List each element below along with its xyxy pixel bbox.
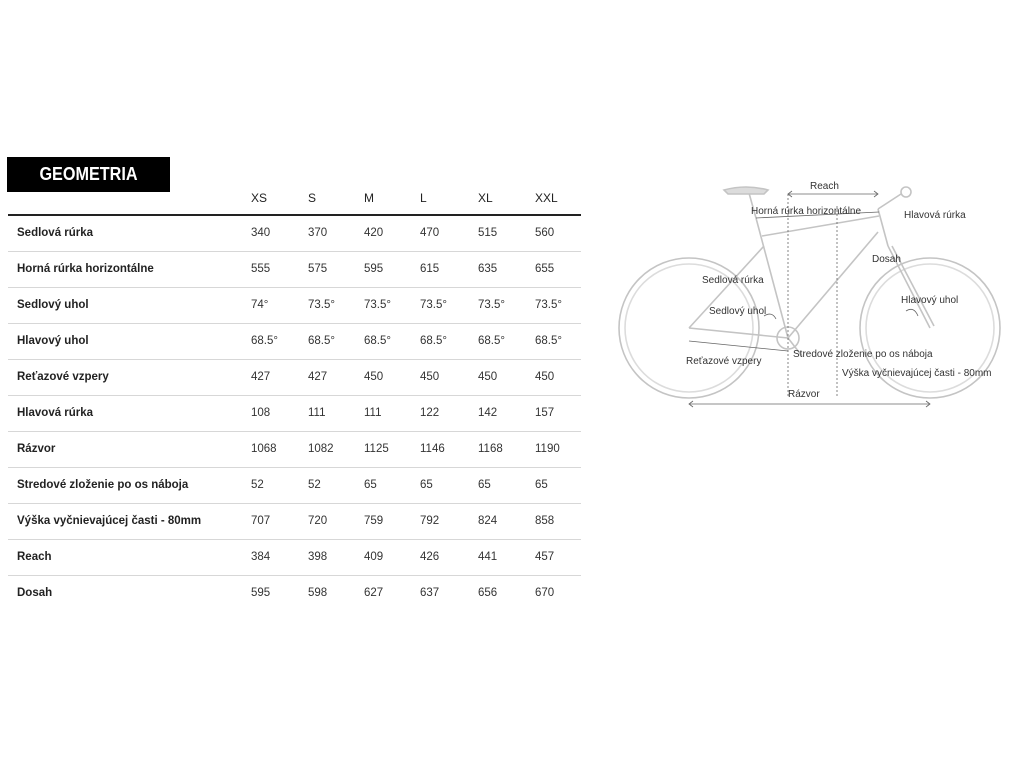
row-value: 122 [420, 407, 440, 419]
diagram-label-bb-drop: Stredové zloženie po os náboja [793, 349, 933, 360]
row-value: 655 [535, 263, 555, 275]
row-value: 470 [420, 227, 440, 239]
row-value: 65 [478, 479, 491, 491]
row-value: 73.5° [420, 299, 447, 311]
row-label: Reach [17, 551, 52, 563]
diagram-label-wheelbase: Rázvor [788, 389, 820, 400]
row-label: Sedlový uhol [17, 299, 89, 311]
row-value: 65 [535, 479, 548, 491]
row-value: 656 [478, 587, 498, 599]
row-label: Sedlová rúrka [17, 227, 94, 239]
row-value: 68.5° [478, 335, 505, 347]
row-label: Výška vyčnievajúcej časti - 80mm [17, 515, 202, 527]
row-value: 441 [478, 551, 498, 563]
size-header-s: S [308, 191, 317, 205]
size-header-l: L [420, 191, 427, 205]
diagram-label-standover: Výška vyčnievajúcej časti - 80mm [842, 368, 992, 379]
row-value: 68.5° [308, 335, 335, 347]
table-row [8, 432, 581, 468]
row-value: 575 [308, 263, 328, 275]
bike-geometry-diagram [616, 176, 1010, 416]
row-label: Rázvor [17, 443, 56, 455]
diagram-label-seat-tube: Sedlová rúrka [702, 275, 764, 286]
geometry-table [8, 184, 581, 611]
row-value: 560 [535, 227, 555, 239]
row-value: 1068 [251, 443, 277, 455]
row-value: 720 [308, 515, 328, 527]
size-header-xl: XL [478, 191, 493, 205]
diagram-label-chainstay: Reťazové vzpery [686, 356, 762, 367]
geometry-rows [8, 216, 581, 611]
row-label: Hlavový uhol [17, 335, 89, 347]
diagram-label-top-tube: Horná rúrka horizontálne [751, 206, 862, 217]
row-value: 73.5° [364, 299, 391, 311]
row-value: 759 [364, 515, 384, 527]
row-value: 427 [308, 371, 328, 383]
size-header-xxl: XXL [535, 191, 558, 205]
row-value: 457 [535, 551, 555, 563]
row-value: 615 [420, 263, 440, 275]
table-row [8, 504, 581, 540]
row-value: 73.5° [308, 299, 335, 311]
geometry-title-text: GEOMETRIA [39, 164, 138, 184]
row-value: 370 [308, 227, 328, 239]
row-value: 515 [478, 227, 498, 239]
row-value: 426 [420, 551, 440, 563]
table-row [8, 396, 581, 432]
size-header-xs: XS [251, 191, 268, 205]
row-value: 627 [364, 587, 384, 599]
row-value: 450 [364, 371, 384, 383]
row-value: 65 [420, 479, 433, 491]
row-label: Hlavová rúrka [17, 407, 94, 419]
row-value: 420 [364, 227, 384, 239]
row-value: 450 [420, 371, 440, 383]
row-value: 598 [308, 587, 328, 599]
row-label: Stredové zloženie po os náboja [17, 479, 189, 491]
row-value: 73.5° [478, 299, 505, 311]
row-value: 108 [251, 407, 271, 419]
row-value: 340 [251, 227, 271, 239]
row-value: 427 [251, 371, 271, 383]
row-value: 1082 [308, 443, 334, 455]
table-row [8, 216, 581, 252]
row-value: 595 [364, 263, 384, 275]
row-value: 450 [535, 371, 555, 383]
table-row [8, 468, 581, 504]
size-header-m: M [364, 191, 374, 205]
diagram-label-head-tube: Hlavová rúrka [904, 210, 966, 221]
diagram-label-stack: Dosah [872, 254, 901, 265]
table-row [8, 576, 581, 611]
row-value: 824 [478, 515, 498, 527]
row-value: 450 [478, 371, 498, 383]
table-row [8, 360, 581, 396]
diagram-label-seat-angle: Sedlový uhol [709, 306, 767, 317]
size-header-row [8, 184, 581, 216]
table-row [8, 288, 581, 324]
row-value: 384 [251, 551, 271, 563]
row-value: 1125 [364, 443, 389, 455]
row-value: 409 [364, 551, 384, 563]
row-label: Horná rúrka horizontálne [17, 263, 154, 275]
row-value: 1168 [478, 443, 503, 455]
table-row [8, 252, 581, 288]
row-value: 74° [251, 299, 269, 311]
row-value: 65 [364, 479, 377, 491]
row-value: 52 [308, 479, 321, 491]
diagram-label-head-angle: Hlavový uhol [901, 295, 959, 306]
row-value: 555 [251, 263, 271, 275]
row-value: 73.5° [535, 299, 562, 311]
row-value: 858 [535, 515, 555, 527]
table-row [8, 540, 581, 576]
row-value: 111 [364, 407, 382, 419]
row-value: 637 [420, 587, 440, 599]
row-value: 68.5° [420, 335, 447, 347]
row-value: 1190 [535, 443, 560, 455]
row-value: 142 [478, 407, 498, 419]
row-label: Dosah [17, 587, 53, 599]
row-label: Reťazové vzpery [17, 371, 109, 383]
row-value: 635 [478, 263, 498, 275]
row-value: 157 [535, 407, 555, 419]
row-value: 398 [308, 551, 328, 563]
table-row [8, 324, 581, 360]
row-value: 52 [251, 479, 264, 491]
diagram-label-reach: Reach [810, 181, 839, 192]
row-value: 68.5° [535, 335, 562, 347]
row-value: 68.5° [364, 335, 391, 347]
row-value: 111 [308, 407, 326, 419]
row-value: 1146 [420, 443, 445, 455]
row-value: 707 [251, 515, 271, 527]
row-value: 792 [420, 515, 440, 527]
row-value: 68.5° [251, 335, 278, 347]
row-value: 595 [251, 587, 271, 599]
row-value: 670 [535, 587, 555, 599]
